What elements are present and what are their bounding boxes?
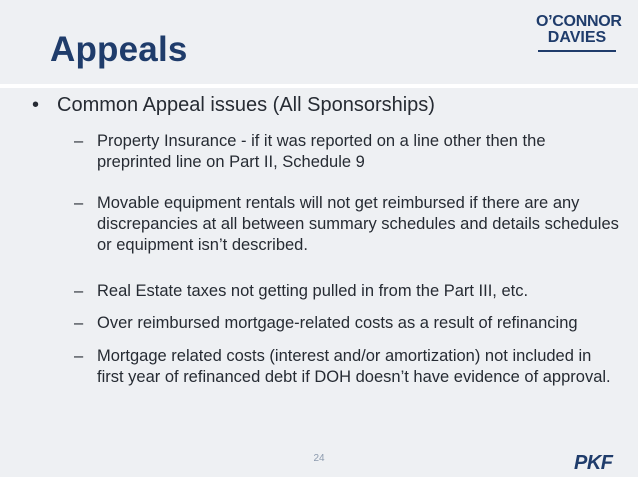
page-number: 24 bbox=[313, 453, 325, 464]
main-bullet-text: Common Appeal issues (All Sponsorships) bbox=[57, 94, 435, 116]
sub-bullet-text: Property Insurance - if it was reported on a line other then the preprinted line on Part II, Schedule 9 bbox=[97, 132, 546, 171]
dash-marker: – bbox=[74, 282, 84, 300]
dash-marker: – bbox=[74, 347, 84, 365]
sub-bullet bbox=[74, 313, 622, 334]
sub-bullet bbox=[74, 346, 622, 388]
sub-bullet-text: Mortgage related costs (interest and/or amortization) not included in first year of refinanced debt if DOH doesn’t have evidence of approval. bbox=[97, 347, 611, 386]
sub-bullet bbox=[74, 193, 622, 256]
sub-bullet-text: Real Estate taxes not getting pulled in from the Part III, etc. bbox=[97, 282, 529, 300]
main-bullet bbox=[32, 92, 632, 118]
title-divider bbox=[0, 84, 638, 88]
dash-marker: – bbox=[74, 194, 84, 212]
bullet-marker: • bbox=[32, 94, 40, 116]
dash-marker: – bbox=[74, 132, 84, 150]
logo-line-2: DAVIES bbox=[547, 29, 607, 46]
slide-title: Appeals bbox=[50, 30, 188, 69]
dash-marker: – bbox=[74, 314, 84, 332]
sub-bullet-text: Movable equipment rentals will not get reimbursed if there are any discrepancies at all between summary schedules and details schedules or equipment isn’t described. bbox=[97, 194, 619, 254]
oconnor-davies-logo bbox=[536, 13, 622, 52]
pkf-logo: PKF bbox=[574, 452, 613, 474]
logo-underline bbox=[538, 50, 616, 52]
logo-line-1: O’CONNOR bbox=[536, 13, 622, 30]
sub-bullet bbox=[74, 131, 622, 173]
sub-bullet-text: Over reimbursed mortgage-related costs as a result of refinancing bbox=[97, 314, 578, 332]
sub-bullet bbox=[74, 281, 622, 302]
